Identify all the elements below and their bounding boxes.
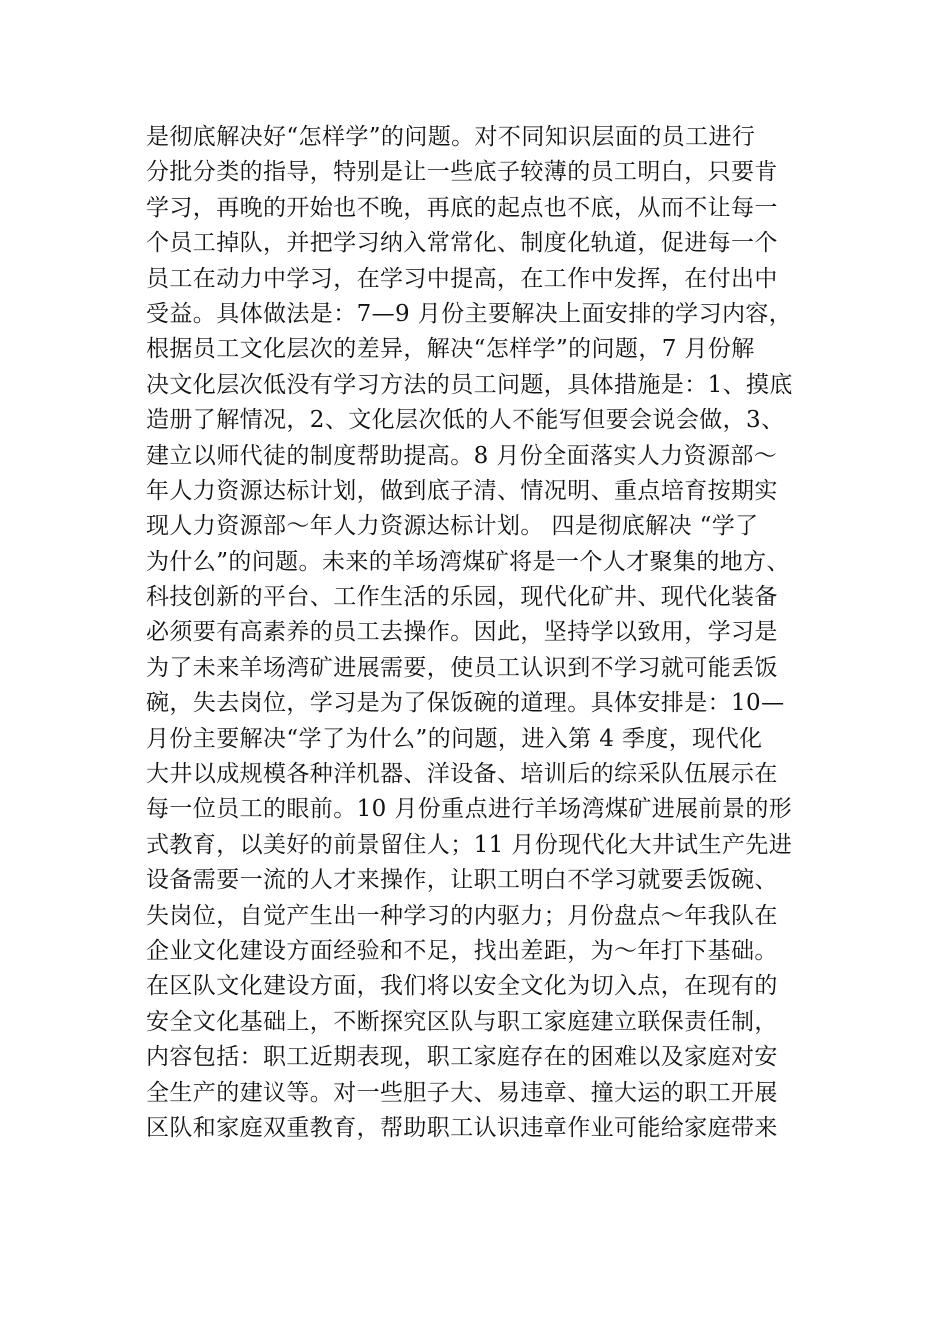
text-line: 现人力资源部～年人力资源达标计划。 四是彻底解决 “学了	[146, 513, 759, 540]
text-line: 科技创新的平台、工作生活的乐园，现代化矿井、现代化装备	[146, 584, 778, 611]
text-line: 必须要有高素养的员工去操作。因此，坚持学以致用，学习是	[146, 619, 778, 646]
text-line: 全生产的建议等。对一些胆子大、易违章、撞大运的职工开展	[146, 1079, 778, 1106]
text-line: 区队和家庭双重教育，帮助职工认识违章作业可能给家庭带来	[146, 1114, 778, 1141]
text-line: 碗，失去岗位，学习是为了保饭碗的道理。具体安排是：10—	[146, 690, 785, 717]
text-line: 内容包括：职工近期表现，职工家庭存在的困难以及家庭对安	[146, 1044, 778, 1071]
text-line: 学习，再晚的开始也不晚，再底的起点也不底，从而不让每一	[146, 194, 778, 221]
text-line: 企业文化建设方面经验和不足，找出差距，为～年打下基础。	[146, 937, 778, 964]
text-line: 大井以成规模各种洋机器、洋设备、培训后的综采队伍展示在	[146, 761, 778, 788]
text-line: 为了未来羊场湾矿进展需要，使员工认识到不学习就可能丢饭	[146, 654, 778, 681]
text-line: 根据员工文化层次的差异，解决“怎样学”的问题，7 月份解	[146, 336, 755, 363]
text-line: 安全文化基础上，不断探究区队与职工家庭建立联保责任制，	[146, 1008, 778, 1035]
text-line: 设备需要一流的人才来操作，让职工明白不学习就要丢饭碗、	[146, 867, 778, 894]
text-line: 年人力资源达标计划，做到底子清、情况明、重点培育按期实	[146, 477, 778, 504]
text-line: 式教育，以美好的前景留住人；11 月份现代化大井试生产先进	[146, 831, 793, 858]
text-line: 失岗位，自觉产生出一种学习的内驱力；月份盘点～年我队在	[146, 902, 778, 929]
text-line: 受益。具体做法是：7—9 月份主要解决上面安排的学习内容，	[146, 300, 793, 327]
text-line: 在区队文化建设方面，我们将以安全文化为切入点，在现有的	[146, 973, 778, 1000]
text-line: 分批分类的指导，特别是让一些底子较薄的员工明白，只要肯	[146, 159, 778, 186]
text-line: 个员工掉队，并把学习纳入常常化、制度化轨道，促进每一个	[146, 230, 778, 257]
text-line: 每一位员工的眼前。10 月份重点进行羊场湾煤矿进展前景的形	[146, 796, 793, 823]
body-text	[146, 120, 806, 1146]
text-line: 员工在动力中学习，在学习中提高，在工作中发挥，在付出中	[146, 265, 778, 292]
text-line: 造册了解情况，2、文化层次低的人不能写但要会说会做，3、	[146, 407, 785, 434]
text-line: 是彻底解决好“怎样学”的问题。对不同知识层面的员工进行	[146, 124, 756, 150]
text-line: 决文化层次低没有学习方法的员工问题，具体措施是：1、摸底	[146, 371, 793, 398]
text-line: 为什么”的问题。未来的羊场湾煤矿将是一个人才聚集的地方、	[146, 548, 790, 575]
text-line: 建立以师代徒的制度帮助提高。8 月份全面落实人力资源部～	[146, 442, 778, 469]
text-line: 月份主要解决“学了为什么”的问题，进入第 4 季度，现代化	[146, 725, 763, 752]
